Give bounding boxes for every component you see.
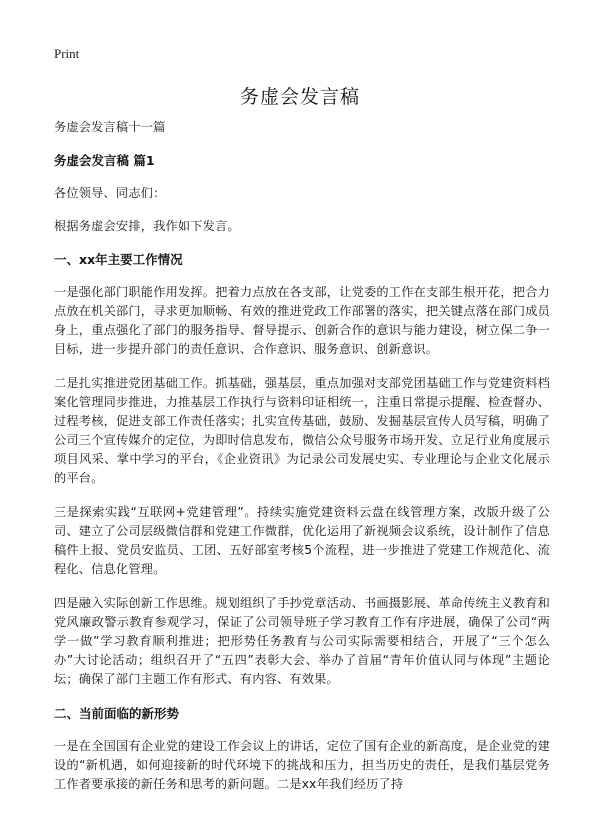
paragraph-1: 一是强化部门职能作用发挥。把着力点放在各支部，让党委的工作在支部生根开花，把合力点放在机关部门，寻求更加顺畅、有效的推进党政工作部署的落实，把关键点落在部门成员身上，重点强化了部门的服务指导、督导提示、创新合作的意识与能力建设，树立保二争一目标，进一步提升部门的责任意识、合作意识、服务意识、创新意识。 bbox=[54, 285, 550, 356]
section-heading-2: 二、当前面临的新形势 bbox=[54, 706, 180, 721]
section-heading-1: 一、xx年主要工作情况 bbox=[54, 252, 183, 267]
article-heading: 务虚会发言稿 篇1 bbox=[54, 153, 155, 168]
document-body bbox=[54, 118, 550, 809]
intro-paragraph: 根据务虚会安排，我作如下发言。 bbox=[54, 219, 240, 233]
paragraph-4: 四是融入实际创新工作思维。规划组织了手抄党章活动、书画摄影展、革命传统主义教育和党风廉政警示教育参观学习，保证了公司领导班子学习教育工作有序进展，确保了公司“两学一做”学习教育顺利推进；把形势任务教育与公司实际需要相结合，开展了“三个怎么办”大讨论活动；组织召开了“五四”表彰大会、举办了首届“青年价值认同与体现”主题论坛；确保了部门主题工作有形式、有内容、有效果。 bbox=[54, 596, 550, 686]
collection-line: 务虚会发言稿十一篇 bbox=[54, 120, 166, 134]
document-title: 务虚会发言稿 bbox=[239, 86, 360, 108]
salutation: 各位领导、同志们： bbox=[54, 186, 166, 200]
paragraph-5: 一是在全国国有企业党的建设工作会议上的讲话，定位了国有企业的新高度，是企业党的建设的“新机遇，如何迎接新的时代环境下的挑战和压力，担当历史的责任，是我们基层党务工作者要承接的新任务和思考的新问题。二是xx年我们经历了持 bbox=[54, 739, 550, 791]
paragraph-2: 二是扎实推进党团基础工作。抓基础，强基层，重点加强对支部党团基础工作与党建资料档案化管理同步推进，力推基层工作执行与资料印证相统一，注重日常提示提醒、检查督办、过程考核，促进支部工作责任落实；扎实宣传基础，鼓励、发掘基层宣传人员写稿，明确了公司三个宣传媒介的定位，为即时信息发布，微信公众号服务市场开发、立足行业角度展示项目风采、掌中学习的平台，《企业资讯》为记录公司发展史实、专业理论与企业文化展示的平台。 bbox=[54, 376, 550, 485]
paragraph-3: 三是探索实践“互联网+党建管理”。持续实施党建资料云盘在线管理方案，改版升级了公司、建立了公司层级微信群和党建工作微群，优化运用了新视频会议系统，设计制作了信息稿件上报、党员安监员、工团、五好部室考核5个流程，进一步推进了党建工作规范化、流程化、信息化管理。 bbox=[54, 505, 550, 576]
print-link[interactable]: Print bbox=[54, 46, 80, 61]
